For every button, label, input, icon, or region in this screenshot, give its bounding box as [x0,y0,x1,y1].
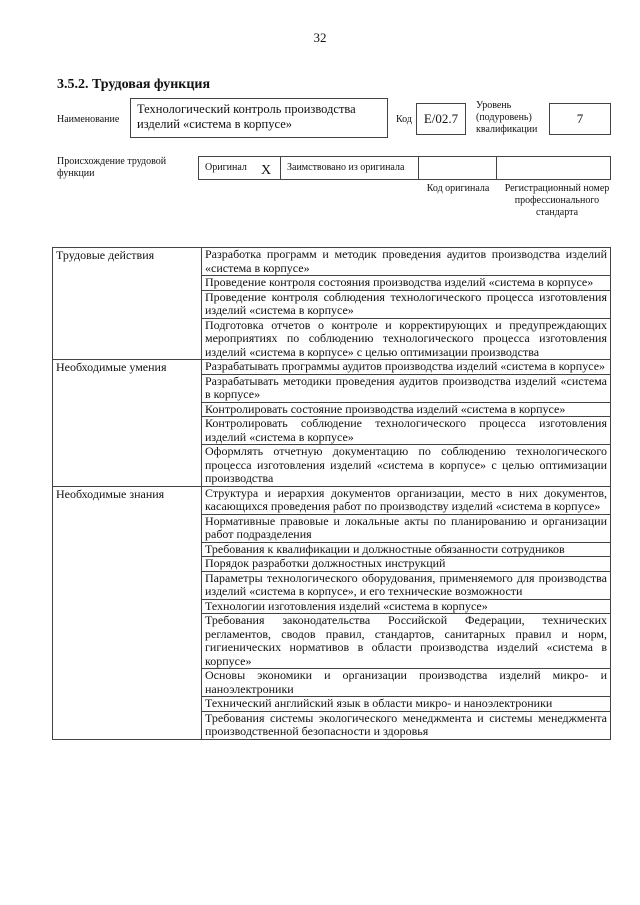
table-row [53,360,611,375]
table-row [53,486,611,514]
function-name-value: Технологический контроль производства изделий «система в корпусе» [130,98,388,138]
skill-item: Разрабатывать методики проведения аудитов производства изделий «система в корпусе» [202,374,611,402]
knowledge-item: Требования законодательства Российской Федерации, технических регламентов, сводов правил, стандартов, санитарных правил и норм, гигиенических нормативов в области производства изделий «система в корпусе» [202,614,611,669]
skill-item: Контролировать состояние производства изделий «система в корпусе» [202,402,611,417]
original-label: Оригинал [205,162,247,173]
page-number: 32 [313,30,327,45]
skills-label: Необходимые умения [53,360,202,487]
knowledge-item: Технический английский язык в области микро- и наноэлектроники [202,697,611,712]
labor-function-table [52,247,611,740]
code-value: E/02.7 [416,103,466,135]
skill-item: Разрабатывать программы аудитов производства изделий «система в корпусе» [202,360,611,375]
code-label: Код [396,114,412,125]
origin-label: Происхождение трудовой функции [57,156,167,179]
skill-item: Контролировать соблюдение технологического процесса изготовления изделий «система в корпусе» [202,417,611,445]
original-mark: X [261,163,272,178]
knowledge-item: Нормативные правовые и локальные акты по планированию и организации работ подразделения [202,514,611,542]
labor-action-item: Разработка программ и методик проведения аудитов производства изделий «система в корпусе» [202,248,611,276]
knowledge-item: Основы экономики и организации производства изделий микро- и наноэлектроники [202,669,611,697]
knowledge-item: Требования к квалификации и должностные обязанности сотрудников [202,542,611,557]
table-row [53,248,611,276]
reg-number-label: Регистрационный номер профессионального стандарта [504,183,610,218]
name-label: Наименование [57,114,120,125]
knowledge-item: Порядок разработки должностных инструкций [202,557,611,572]
skill-item: Оформлять отчетную документацию по соблюдению технологического процесса изготовления изделий «система в корпусе» с целью оптимизации производства [202,445,611,487]
borrowed-cell [281,157,419,179]
code-original-label: Код оригинала [426,183,490,194]
qualification-level-label: Уровень (подуровень) квалификации [476,100,538,135]
section-title: 3.5.2. Трудовая функция [57,77,211,92]
origin-row [198,156,611,180]
knowledge-item: Технологии изготовления изделий «система в корпусе» [202,599,611,614]
knowledge-item: Параметры технологического оборудования, применяемого для производства изделий «система в корпусе», и его технические возможности [202,571,611,599]
labor-action-item: Проведение контроля состояния производства изделий «система в корпусе» [202,276,611,291]
code-original-cell [419,157,497,179]
qualification-level-value: 7 [549,103,611,135]
borrowed-label: Заимствовано из оригинала [287,162,405,173]
knowledge-item: Структура и иерархия документов организации, место в них документов, касающихся проведения работ по производству изделий «система в корпусе» [202,486,611,514]
labor-action-item: Подготовка отчетов о контроле и корректирующих и предупреждающих мероприятиях по соблюдению технологического процесса изготовления изделий «система в корпусе» с целью оптимизации производства [202,318,611,360]
labor-action-item: Проведение контроля соблюдения технологического процесса изготовления изделий «система в корпусе» [202,290,611,318]
reg-number-cell [497,157,610,179]
knowledge-label: Необходимые знания [53,486,202,739]
knowledge-item: Требования системы экологического менеджмента и системы менеджмента производственной безопасности и здоровья [202,711,611,739]
original-cell [199,157,281,179]
labor-actions-label: Трудовые действия [53,248,202,360]
